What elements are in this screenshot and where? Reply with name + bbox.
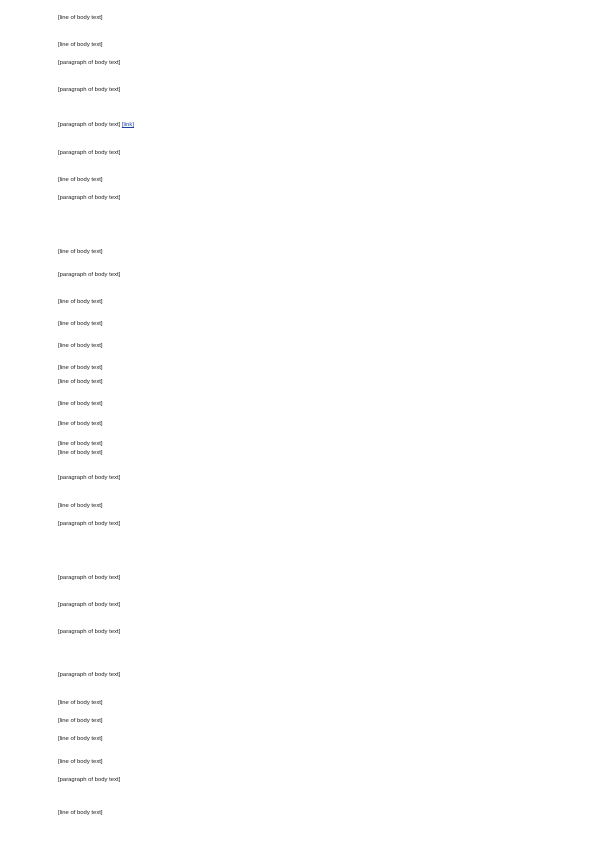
heading-clause-2-2-4-6: [line of body text]: [58, 700, 103, 706]
paragraph-clause-2-2-4-4-2: [line of body text]: [58, 249, 103, 255]
list-item-7: [line of body text]: [58, 401, 103, 407]
paragraph-clause-2-2-4-3-5: [paragraph of body text] [link]: [58, 122, 134, 128]
list-item-4: [line of body text]: [58, 343, 103, 349]
list-item-continuation: [line of body text]: [58, 450, 103, 456]
paragraph-clause-2-2-4-5-1: [paragraph of body text]: [58, 521, 121, 527]
paragraph-clause-2-2-4-3-3: [paragraph of body text]: [58, 60, 121, 66]
list-item-stop-1: [line of body text]: [58, 736, 103, 742]
paragraph-clause-2-2-4-5-5: [paragraph of body text]: [58, 672, 121, 678]
list-item-5: [line of body text]: [58, 365, 103, 371]
paragraph-clause-2-2-4-4-3: [paragraph of body text]: [58, 475, 121, 481]
list-item-3: [line of body text]: [58, 321, 103, 327]
paragraph-clause-2-2-4-3-6: [paragraph of body text]: [58, 150, 121, 156]
list-item-8: [line of body text]: [58, 421, 103, 427]
list-item-stop-3: [paragraph of body text]: [58, 777, 121, 783]
paragraph-continuation: [line of body text]: [58, 15, 103, 21]
list-item-1: [paragraph of body text]: [58, 272, 121, 278]
paragraph-clause-2-2-4-5-4: [paragraph of body text]: [58, 629, 121, 635]
clause-link[interactable]: [link]: [121, 122, 134, 128]
paragraph-clause-2-2-4-6-1: [line of body text]: [58, 718, 103, 724]
list-item-6: [line of body text]: [58, 379, 103, 385]
list-item-9: [line of body text]: [58, 441, 103, 447]
paragraph-clause-2-2-4-3-2: [line of body text]: [58, 42, 103, 48]
paragraph-clause-2-2-4-5-3: [paragraph of body text]: [58, 602, 121, 608]
paragraph-clause-2-2-4-5-2: [paragraph of body text]: [58, 575, 121, 581]
list-item-2: [line of body text]: [58, 299, 103, 305]
paragraph-clause-2-2-4-3-4: [paragraph of body text]: [58, 87, 121, 93]
paragraph-clause-2-2-4-4-1: [paragraph of body text]: [58, 195, 121, 201]
list-item-stop-2: [line of body text]: [58, 759, 103, 765]
list-item-stop-4: [line of body text]: [58, 810, 103, 816]
heading-clause-2-2-4-5: [line of body text]: [58, 503, 103, 509]
heading-clause-2-2-4-4: [line of body text]: [58, 177, 103, 183]
